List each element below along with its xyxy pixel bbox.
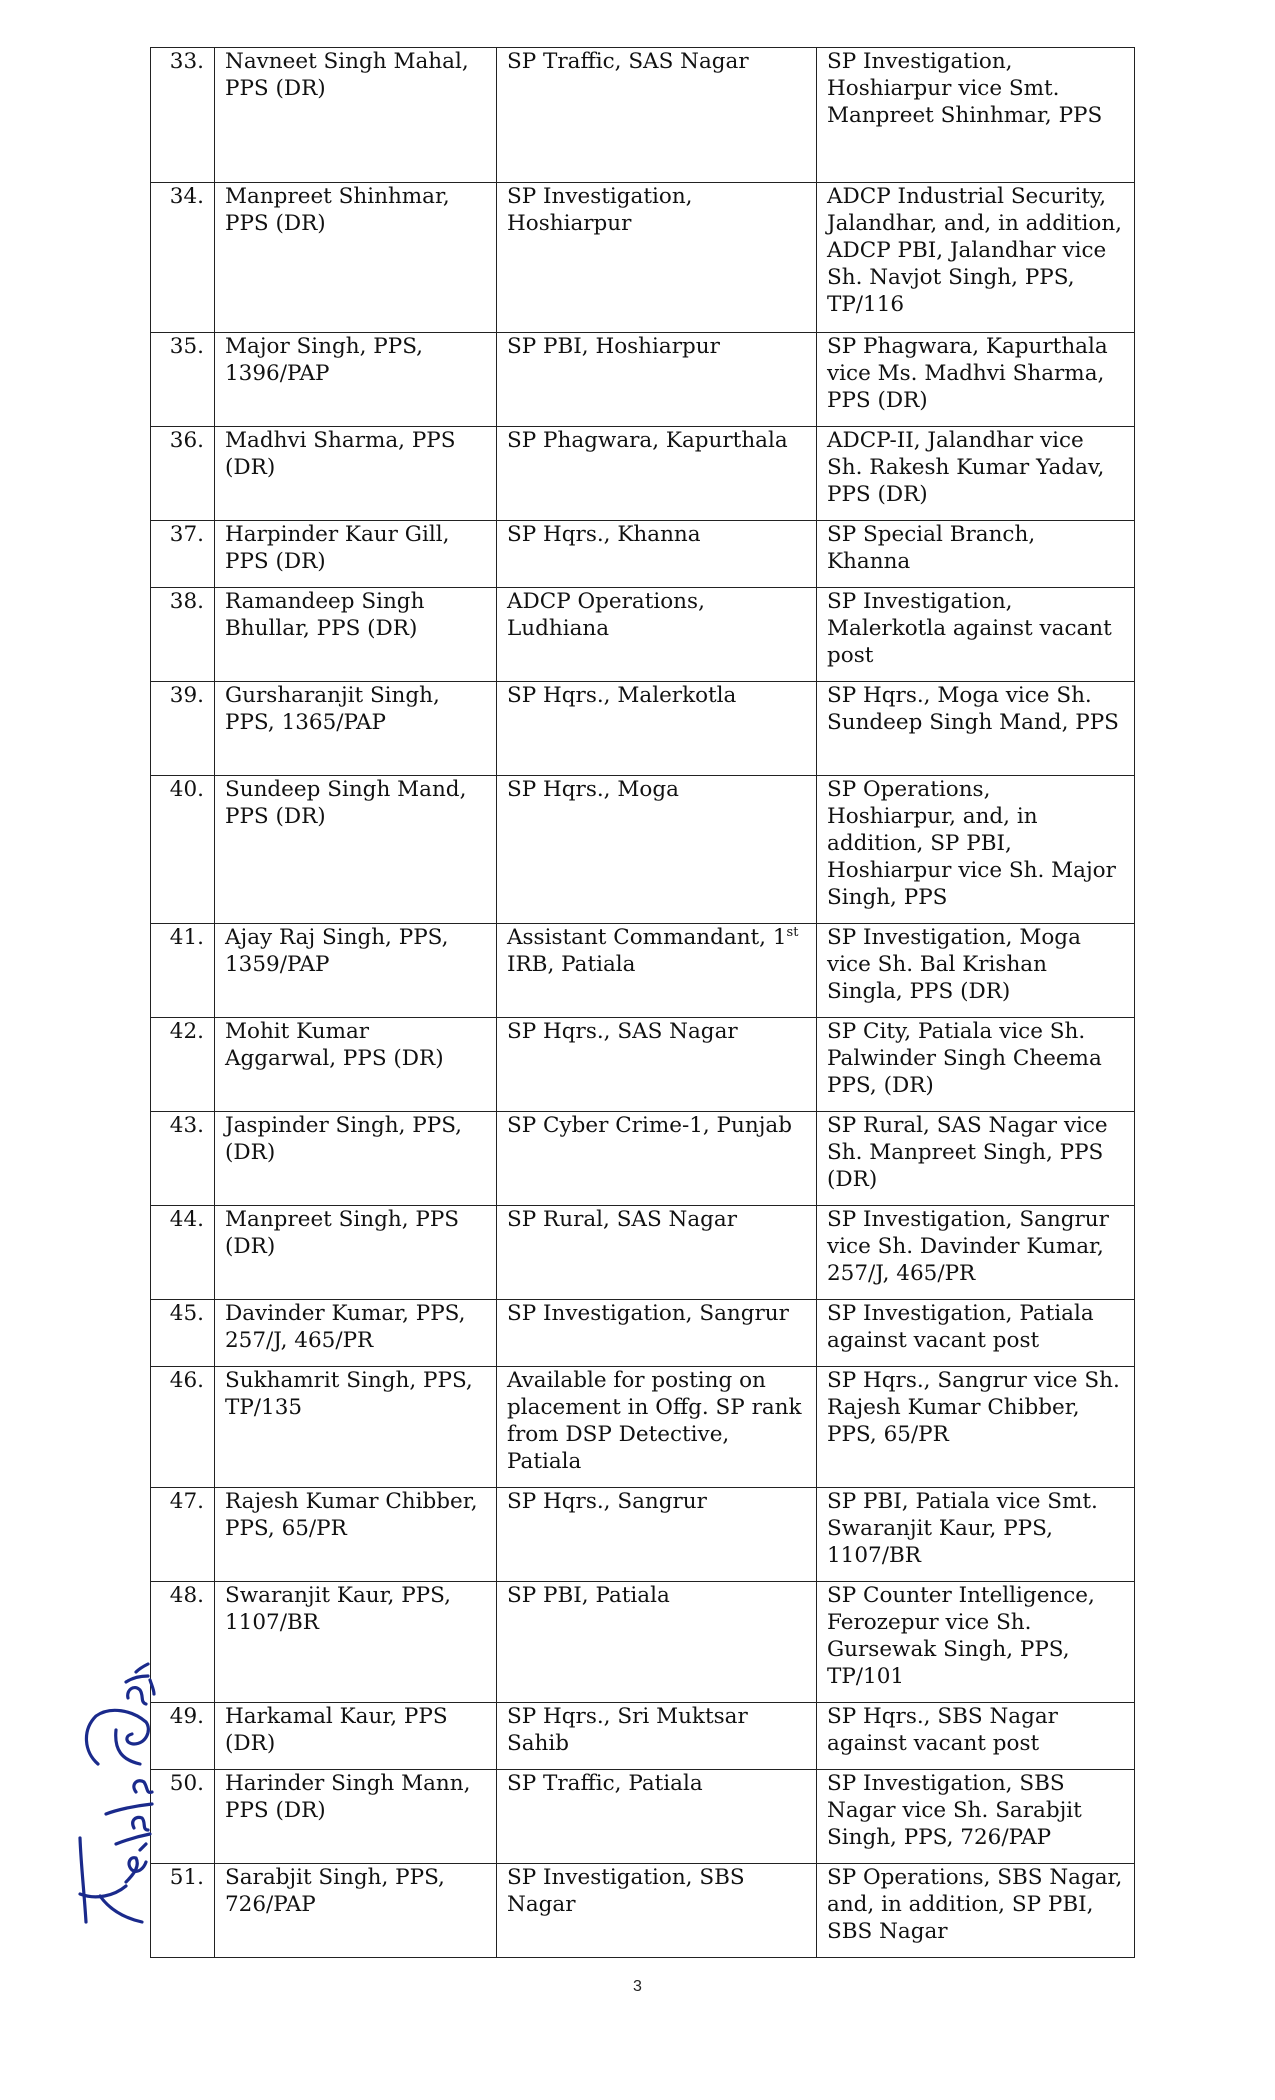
serial-number: 35. <box>151 333 215 427</box>
serial-number: 44. <box>151 1206 215 1300</box>
serial-number: 48. <box>151 1582 215 1703</box>
serial-number: 39. <box>151 682 215 776</box>
new-posting: SP Hqrs., Sangrur vice Sh. Rajesh Kumar Chibber, PPS, 65/PR <box>817 1367 1135 1488</box>
current-posting: SP Traffic, SAS Nagar <box>497 48 817 183</box>
new-posting: SP Special Branch, Khanna <box>817 521 1135 588</box>
current-posting: SP Traffic, Patiala <box>497 1770 817 1864</box>
current-posting <box>497 924 817 1018</box>
current-posting: SP Hqrs., Malerkotla <box>497 682 817 776</box>
current-posting: SP Hqrs., Sangrur <box>497 1488 817 1582</box>
new-posting: SP Counter Intelligence, Ferozepur vice Sh. Gursewak Singh, PPS, TP/101 <box>817 1582 1135 1703</box>
table-row <box>151 521 1135 588</box>
table-row <box>151 924 1135 1018</box>
officer-name: Ajay Raj Singh, PPS, 1359/PAP <box>215 924 497 1018</box>
current-posting: SP PBI, Patiala <box>497 1582 817 1703</box>
current-posting: SP Hqrs., Khanna <box>497 521 817 588</box>
current-posting: SP Investigation, Sangrur <box>497 1300 817 1367</box>
officer-name: Navneet Singh Mahal, PPS (DR) <box>215 48 497 183</box>
current-posting: SP Investigation, SBS Nagar <box>497 1864 817 1958</box>
new-posting: SP Investigation, Moga vice Sh. Bal Krishan Singla, PPS (DR) <box>817 924 1135 1018</box>
officer-name: Manpreet Shinhmar, PPS (DR) <box>215 183 497 333</box>
serial-number: 43. <box>151 1112 215 1206</box>
new-posting: SP Operations, Hoshiarpur, and, in addition, SP PBI, Hoshiarpur vice Sh. Major Singh, PPS <box>817 776 1135 924</box>
new-posting: SP Investigation, SBS Nagar vice Sh. Sarabjit Singh, PPS, 726/PAP <box>817 1770 1135 1864</box>
serial-number: 45. <box>151 1300 215 1367</box>
table-row <box>151 776 1135 924</box>
serial-number: 37. <box>151 521 215 588</box>
new-posting: SP Operations, SBS Nagar, and, in addition, SP PBI, SBS Nagar <box>817 1864 1135 1958</box>
signature <box>56 1660 166 1940</box>
current-posting: SP Investigation, Hoshiarpur <box>497 183 817 333</box>
new-posting: SP PBI, Patiala vice Smt. Swaranjit Kaur, PPS, 1107/BR <box>817 1488 1135 1582</box>
officer-name: Mohit Kumar Aggarwal, PPS (DR) <box>215 1018 497 1112</box>
current-posting: Available for posting on placement in Offg. SP rank from DSP Detective, Patiala <box>497 1367 817 1488</box>
table-row <box>151 1582 1135 1703</box>
current-posting: SP Cyber Crime-1, Punjab <box>497 1112 817 1206</box>
serial-number: 47. <box>151 1488 215 1582</box>
officer-name: Sukhamrit Singh, PPS, TP/135 <box>215 1367 497 1488</box>
table-row <box>151 427 1135 521</box>
current-posting-text: IRB, Patiala <box>507 952 636 977</box>
table-row <box>151 1112 1135 1206</box>
table-row <box>151 1864 1135 1958</box>
new-posting: SP Rural, SAS Nagar vice Sh. Manpreet Singh, PPS (DR) <box>817 1112 1135 1206</box>
table-row <box>151 1300 1135 1367</box>
ordinal-suffix: st <box>786 924 799 940</box>
new-posting: SP Investigation, Sangrur vice Sh. Davinder Kumar, 257/J, 465/PR <box>817 1206 1135 1300</box>
serial-number: 33. <box>151 48 215 183</box>
current-posting: SP Hqrs., Sri Muktsar Sahib <box>497 1703 817 1770</box>
new-posting: SP Hqrs., SBS Nagar against vacant post <box>817 1703 1135 1770</box>
current-posting: SP Hqrs., SAS Nagar <box>497 1018 817 1112</box>
serial-number: 34. <box>151 183 215 333</box>
posting-table <box>150 47 1135 1958</box>
table-row <box>151 183 1135 333</box>
current-posting: SP PBI, Hoshiarpur <box>497 333 817 427</box>
table-row <box>151 333 1135 427</box>
officer-name: Gursharanjit Singh, PPS, 1365/PAP <box>215 682 497 776</box>
page-number: 3 <box>633 1978 642 1995</box>
officer-name: Harinder Singh Mann, PPS (DR) <box>215 1770 497 1864</box>
serial-number: 42. <box>151 1018 215 1112</box>
serial-number: 36. <box>151 427 215 521</box>
serial-number: 38. <box>151 588 215 682</box>
officer-name: Manpreet Singh, PPS (DR) <box>215 1206 497 1300</box>
new-posting: SP City, Patiala vice Sh. Palwinder Singh Cheema PPS, (DR) <box>817 1018 1135 1112</box>
current-posting: SP Hqrs., Moga <box>497 776 817 924</box>
current-posting: ADCP Operations, Ludhiana <box>497 588 817 682</box>
serial-number: 46. <box>151 1367 215 1488</box>
officer-name: Sundeep Singh Mand, PPS (DR) <box>215 776 497 924</box>
new-posting: SP Investigation, Hoshiarpur vice Smt. Manpreet Shinhmar, PPS <box>817 48 1135 183</box>
officer-name: Harkamal Kaur, PPS (DR) <box>215 1703 497 1770</box>
serial-number: 41. <box>151 924 215 1018</box>
current-posting-text: Assistant Commandant, 1 <box>507 925 787 950</box>
new-posting: SP Phagwara, Kapurthala vice Ms. Madhvi Sharma, PPS (DR) <box>817 333 1135 427</box>
serial-number: 49. <box>151 1703 215 1770</box>
serial-number: 40. <box>151 776 215 924</box>
table-row <box>151 1770 1135 1864</box>
new-posting: ADCP-II, Jalandhar vice Sh. Rakesh Kumar Yadav, PPS (DR) <box>817 427 1135 521</box>
new-posting: SP Investigation, Patiala against vacant post <box>817 1300 1135 1367</box>
table-row <box>151 1703 1135 1770</box>
officer-name: Madhvi Sharma, PPS (DR) <box>215 427 497 521</box>
officer-name: Jaspinder Singh, PPS, (DR) <box>215 1112 497 1206</box>
serial-number: 50. <box>151 1770 215 1864</box>
serial-number: 51. <box>151 1864 215 1958</box>
table-row <box>151 48 1135 183</box>
table-row <box>151 1367 1135 1488</box>
table-row <box>151 588 1135 682</box>
table-row <box>151 1488 1135 1582</box>
table-row <box>151 682 1135 776</box>
table-row <box>151 1018 1135 1112</box>
officer-name: Harpinder Kaur Gill, PPS (DR) <box>215 521 497 588</box>
current-posting: SP Rural, SAS Nagar <box>497 1206 817 1300</box>
current-posting: SP Phagwara, Kapurthala <box>497 427 817 521</box>
new-posting: SP Hqrs., Moga vice Sh. Sundeep Singh Mand, PPS <box>817 682 1135 776</box>
officer-name: Sarabjit Singh, PPS, 726/PAP <box>215 1864 497 1958</box>
officer-name: Davinder Kumar, PPS, 257/J, 465/PR <box>215 1300 497 1367</box>
officer-name: Swaranjit Kaur, PPS, 1107/BR <box>215 1582 497 1703</box>
table-row <box>151 1206 1135 1300</box>
officer-name: Major Singh, PPS, 1396/PAP <box>215 333 497 427</box>
officer-name: Rajesh Kumar Chibber, PPS, 65/PR <box>215 1488 497 1582</box>
new-posting: SP Investigation, Malerkotla against vacant post <box>817 588 1135 682</box>
officer-name: Ramandeep Singh Bhullar, PPS (DR) <box>215 588 497 682</box>
new-posting: ADCP Industrial Security, Jalandhar, and, in addition, ADCP PBI, Jalandhar vice Sh. Navjot Singh, PPS, TP/116 <box>817 183 1135 333</box>
